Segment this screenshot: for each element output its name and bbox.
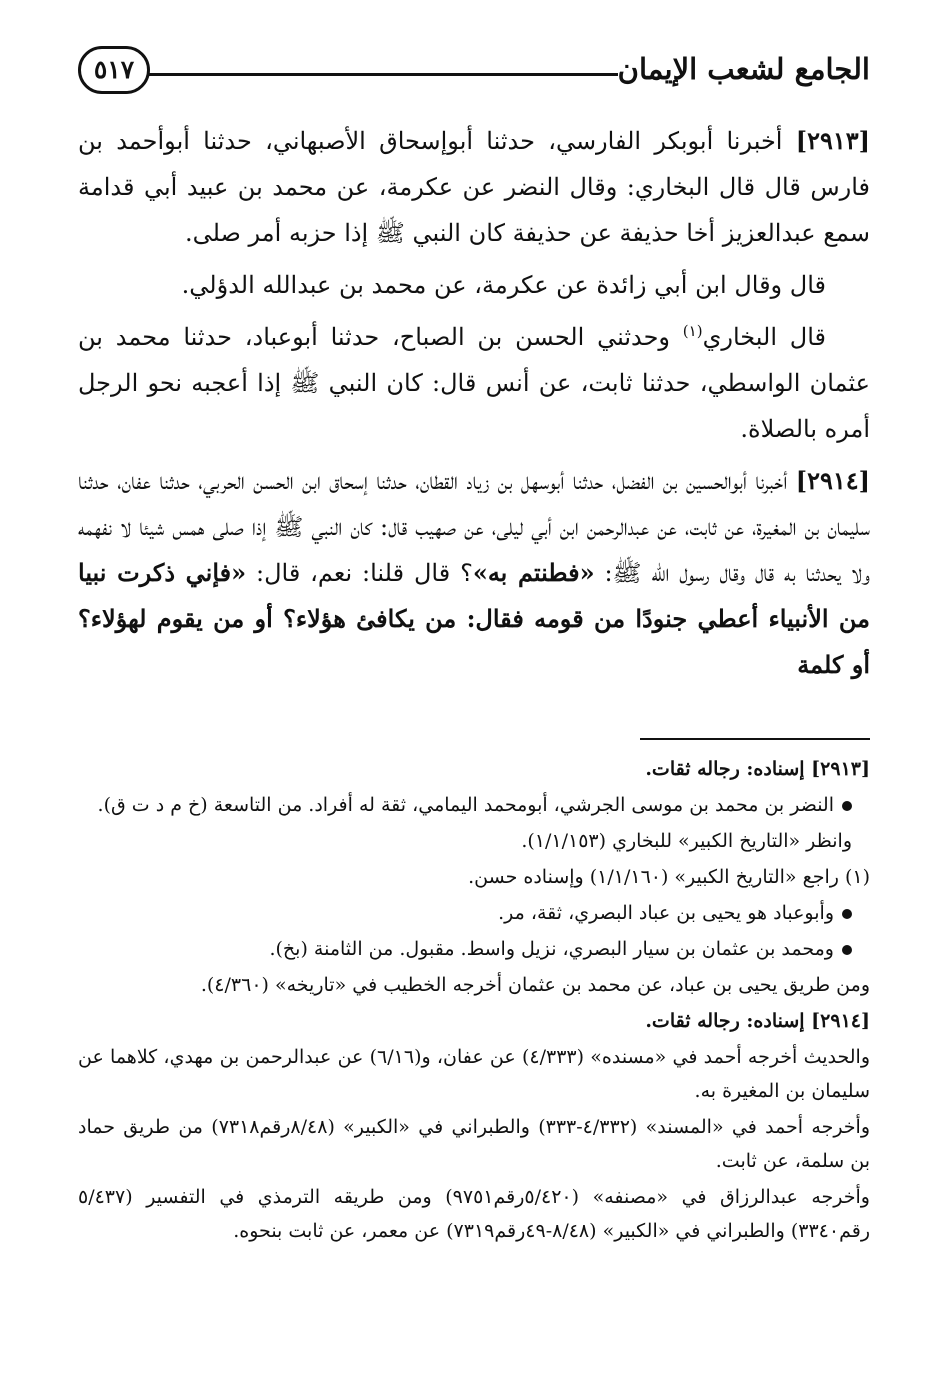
footnote-text: ومحمد بن عثمان بن سيار البصري، نزيل واسط. مقبول. من الثامنة (بخ). (269, 938, 834, 960)
footnote-heading: [٢٩١٤] إسناده: رجاله ثقات. (645, 1010, 870, 1032)
hadith-number: [٢٩١٤] (795, 466, 870, 495)
paragraph (78, 262, 870, 308)
hadith-2914 (78, 458, 870, 688)
footnote-heading: [٢٩١٣] إسناده: رجاله ثقات. (645, 758, 870, 780)
footnote-bullet (78, 896, 870, 930)
bullet-icon (842, 945, 852, 955)
footnote-reference[interactable]: (١) (682, 322, 703, 340)
hadith-quote: «فإني ذكرت نبيا من الأنبياء أعطي جنودًا من قومه فقال: من يكافئ هؤلاء؟ أو من يقوم لهؤلاء؟ أو كلمة (78, 558, 870, 679)
page-header (78, 40, 870, 102)
footnote-text: وأخرجه أحمد في «المسند» (٤/٣٣٢-٣٣٣) والطبراني في «الكبير» (٨/٤٨رقم٧٣١٨) من طريق حماد بن سلمة، عن ثابت. (78, 1116, 871, 1172)
page-number: ٥١٧ (78, 46, 150, 94)
paragraph-text: وحدثني الحسن بن الصباح، حدثنا أبوعباد، حدثنا محمد بن عثمان الواسطي، حدثنا ثابت، عن أنس قال: كان النبي ﷺ إذا أعجبه نحو الرجل أمره بالصلاة. (78, 323, 870, 443)
paragraph (78, 314, 870, 452)
footnote-text: والحديث أخرجه أحمد في «مسنده» (٤/٣٣٣) عن عفان، و(٦/١٦) عن عبدالرحمن بن مهدي، كلاهما عن سليمان بن المغيرة به. (78, 1046, 870, 1102)
footnote-bullet (78, 788, 870, 822)
footnote-line (78, 1040, 870, 1108)
hadith-number: [٢٩١٣] (795, 126, 870, 155)
bullet-icon (842, 909, 852, 919)
bullet-icon (842, 801, 852, 811)
footnote-line (78, 824, 870, 858)
footnote-separator (640, 738, 870, 740)
footnote-text: وأخرجه عبدالرزاق في «مصنفه» (٥/٤٢٠رقم٩٧٥١) ومن طريقه الترمذي في التفسير (٥/٤٣٧ رقم٣٣٤٠) والطبراني في «الكبير» (٨/٤٨-٤٩رقم٧٣١٩) عن معمر، عن ثابت بنحوه. (78, 1186, 870, 1242)
hadith-text: أخبرنا أبوالحسين بن الفضل، حدثنا أبوسهل بن زياد القطان، حدثنا إسحاق ابن الحسن الحربي، حدثنا عفان، حدثنا سليمان بن المغيرة، عن ثابت، عن عبدالرحمن ابن أبي ليلى، عن صهيب قال: كان النبي ﷺ إذا صلى همس شيئا لا نفهمه ولا يحدثنا به قال وقال رسول الله ﷺ: (78, 467, 870, 587)
hadith-2913 (78, 118, 870, 256)
header-divider (148, 73, 618, 76)
footnote-line (78, 1180, 870, 1248)
running-title: الجامع لشعب الإيمان (617, 52, 870, 86)
footnote-line (78, 1110, 870, 1178)
main-text (78, 118, 870, 694)
footnote-line (78, 860, 870, 894)
hadith-text: ؟ قال قلنا: نعم، قال: (246, 559, 473, 587)
hadith-quote: «فطنتم به» (472, 558, 595, 587)
footnote-text: وانظر «التاريخ الكبير» للبخاري (١/١/١٥٣). (521, 830, 852, 852)
footnote-text: النضر بن محمد بن موسى الجرشي، أبومحمد اليمامي، ثقة له أفراد. من التاسعة (خ م د ت ق). (97, 794, 834, 816)
footnote-bullet (78, 932, 870, 966)
footnote-text: (١) راجع «التاريخ الكبير» (١/١/١٦٠) وإسناده حسن. (468, 866, 870, 888)
paragraph-text: قال وقال ابن أبي زائدة عن عكرمة، عن محمد بن عبدالله الدؤلي. (181, 271, 826, 299)
footnotes (78, 752, 870, 1250)
paragraph-text: قال البخاري (702, 323, 826, 351)
hadith-text: أخبرنا أبوبكر الفارسي، حدثنا أبوإسحاق الأصبهاني، حدثنا أبوأحمد بن فارس قال قال البخاري: وقال النضر عن عكرمة، عن محمد بن عبيد أبي قدامة سمع عبدالعزيز أخا حذيفة عن حذيفة كان النبي ﷺ إذا حزبه أمر صلى. (78, 127, 870, 247)
footnote-text: ومن طريق يحيى بن عباد، عن محمد بن عثمان أخرجه الخطيب في «تاريخه» (٤/٣٦٠). (200, 974, 870, 996)
footnote-line (78, 968, 870, 1002)
footnote-text: وأبوعباد هو يحيى بن عباد البصري، ثقة، مر. (498, 902, 834, 924)
